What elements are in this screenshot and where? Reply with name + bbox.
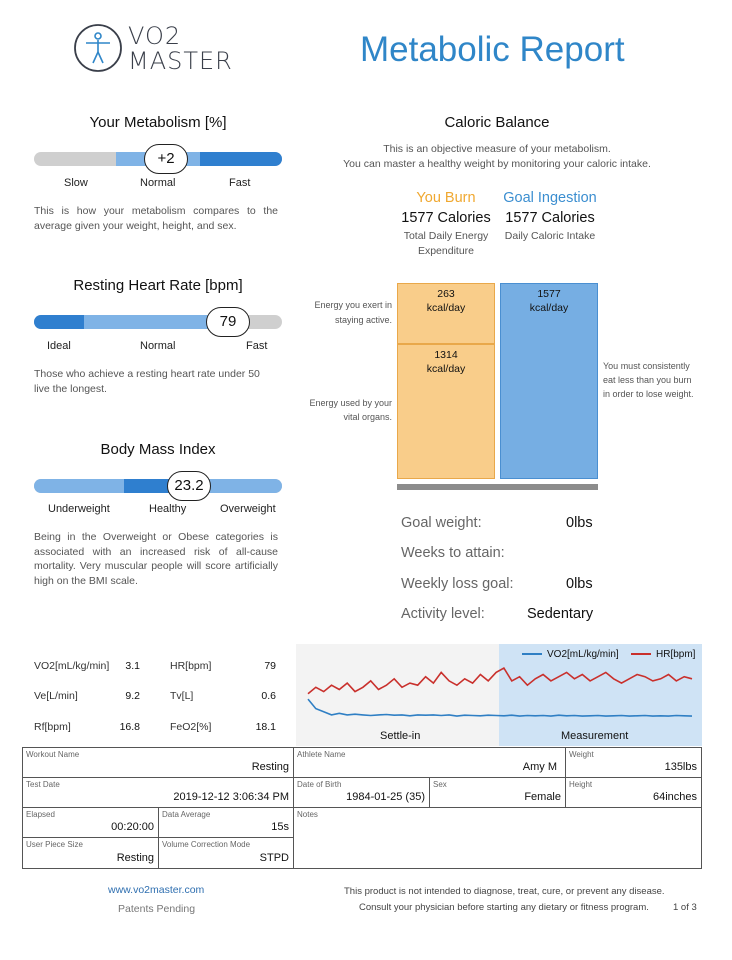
caloric-intro-line-1: This is an objective measure of your metabolism. [383,143,611,155]
data-average-key: Data Average [162,810,211,819]
phase-label-measurement: Measurement [561,730,629,742]
note-right-1: You must consistently [603,361,690,371]
logo-line-1: VO2 [128,22,182,50]
note-active-2: staying active. [334,315,392,325]
bmi-label-overweight: Overweight [220,503,276,515]
tv-value: 0.6 [261,690,276,702]
weekly-loss-value: 0lbs [566,576,593,592]
heart-rate-description: Those who achieve a resting heart rate under 50 live the longest. [34,368,260,395]
dob-cell [293,777,430,808]
sex-value: Female [524,791,561,803]
data-average-value: 15s [271,821,289,833]
vo2master-logo-icon [72,22,124,74]
page-title: Metabolic Report [360,30,625,69]
note-right-2: eat less than you burn [603,375,692,385]
bmi-description: Being in the Overweight or Obese categories is associated with an increased risk of all-cause mortality. Very muscular people will score artificially high on the BMI scale. [34,531,278,587]
bmi-label-healthy: Healthy [149,503,187,515]
workout-name-cell [22,747,294,778]
legend-hr-label: HR[bpm] [656,649,696,660]
note-organs-2: vital organs. [343,412,392,422]
metabolism-label-slow: Slow [64,177,88,189]
volume-correction-key: Volume Correction Mode [162,840,251,849]
you-burn-value: 1577 Calories [401,210,491,226]
caloric-intro-line-2: You can master a healthy weight by monitoring your caloric intake. [343,158,651,170]
heart-rate-label-ideal: Ideal [47,340,71,352]
height-cell [565,777,702,808]
hr-value: 79 [264,660,276,672]
legend-vo2-label: VO2[mL/kg/min] [547,649,619,660]
heart-rate-value-bubble: 79 [206,307,250,337]
rf-value: 16.8 [119,721,140,733]
athlete-name-key: Athlete Name [297,750,346,759]
vo2-value: 3.1 [125,660,140,672]
athlete-name-value: Amy M [522,761,557,773]
activity-label: Activity level: [401,606,485,622]
note-right-3: in order to lose weight. [603,389,694,399]
data-average-cell [158,807,294,838]
activity-value: Sedentary [527,606,594,622]
heart-rate-title: Resting Heart Rate [bpm] [73,277,243,294]
heart-rate-label-fast: Fast [246,340,268,352]
test-date-value: 2019-12-12 3:06:34 PM [173,791,289,803]
user-piece-cell [22,837,159,869]
metabolism-label-fast: Fast [229,177,251,189]
trend-chart [296,644,702,746]
rf-label: Rf[bpm] [34,721,71,733]
weight-cell [565,747,702,778]
notes-key: Notes [297,810,318,819]
goal-ingestion-heading: Goal Ingestion [503,190,597,206]
dob-value: 1984-01-25 (35) [346,791,425,803]
burn-resting-value: 1314 [434,349,458,361]
you-burn-sub-1: Total Daily Energy [403,230,489,242]
burn-active-value: 263 [437,288,455,300]
burn-active-bar [397,283,495,344]
user-piece-value: Resting [116,852,154,864]
bar-baseline [397,484,598,490]
workout-name-value: Resting [251,761,289,773]
dob-key: Date of Birth [297,780,342,789]
notes-cell [293,807,702,869]
weeks-label: Weeks to attain: [401,545,505,561]
athlete-name-cell [293,747,566,778]
logo-line-2: MASTER [128,47,233,75]
phase-label-settle-in: Settle-in [380,730,421,742]
feo2-value: 18.1 [255,721,276,733]
ve-value: 9.2 [125,690,140,702]
weight-key: Weight [569,750,594,759]
volume-correction-value: STPD [259,852,289,864]
goal-ingestion-sub: Daily Caloric Intake [504,230,596,242]
bmi-value-bubble: 23.2 [167,471,211,501]
goal-weight-label: Goal weight: [401,515,482,531]
metabolism-description: This is how your metabolism compares to the average given your weight, height, and sex. [34,205,278,232]
footer-url[interactable]: www.vo2master.com [108,884,205,896]
ingest-bar [500,283,598,479]
vo2-label: VO2[mL/kg/min] [34,660,110,672]
elapsed-value: 00:20:00 [111,821,154,833]
workout-name-key: Workout Name [26,750,80,759]
tv-label: Tv[L] [170,690,194,702]
you-burn-heading: You Burn [416,190,476,206]
heart-rate-label-normal: Normal [140,340,176,352]
bmi-title: Body Mass Index [100,441,216,458]
ingest-value: 1577 [537,288,561,300]
footer-disclaimer-2: Consult your physician before starting any dietary or fitness program. [359,902,649,913]
footer-disclaimer-1: This product is not intended to diagnose, treat, cure, or prevent any disease. [344,886,665,897]
footer-patents: Patents Pending [118,903,196,915]
ingest-unit: kcal/day [529,302,569,314]
metabolism-title: Your Metabolism [%] [89,114,227,131]
bmi-bar [34,479,282,493]
burn-resting-unit: kcal/day [426,363,466,375]
metabolism-label-normal: Normal [140,177,176,189]
weight-value: 135lbs [664,761,697,773]
caloric-balance-title: Caloric Balance [444,114,550,131]
user-piece-key: User Piece Size [26,840,83,849]
you-burn-sub-2: Expenditure [417,245,475,257]
elapsed-key: Elapsed [26,810,55,819]
sex-cell [429,777,566,808]
chart-legend [522,649,696,660]
footer-page-number: 1 of 3 [673,902,697,913]
feo2-label: FeO2[%] [170,721,212,733]
elapsed-cell [22,807,159,838]
hr-label: HR[bpm] [170,660,212,672]
goal-weight-value: 0lbs [566,515,593,531]
test-date-key: Test Date [26,780,60,789]
burn-resting-bar [397,344,495,479]
burn-active-unit: kcal/day [426,302,466,314]
note-organs-1: Energy used by your [309,398,392,408]
ve-label: Ve[L/min] [34,690,78,702]
bmi-label-underweight: Underweight [48,503,110,515]
sex-key: Sex [433,780,447,789]
height-value: 64inches [652,791,697,803]
height-key: Height [569,780,593,789]
logo [72,22,252,76]
note-active-1: Energy you exert in [314,300,392,310]
test-date-cell [22,777,294,808]
weekly-loss-label: Weekly loss goal: [401,576,514,592]
goal-ingestion-value: 1577 Calories [505,210,595,226]
metabolism-value-bubble: +2 [144,144,188,174]
volume-correction-cell [158,837,294,869]
